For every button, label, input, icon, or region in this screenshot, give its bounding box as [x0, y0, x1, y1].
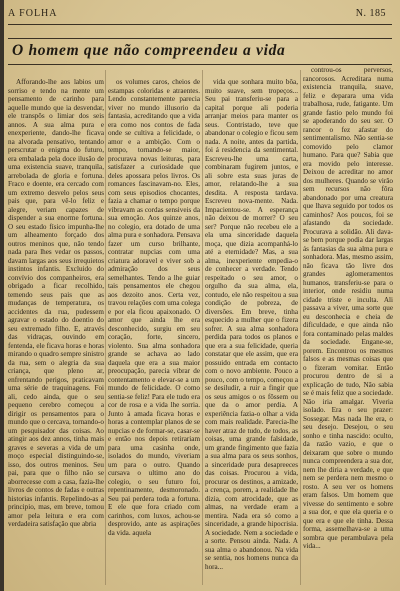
article-text: os volumes caros, cheios de estampas coloridas e atraentes. Lendo constantemente parecia viver no mundo illusorio da fantasia, acreditando que a vida era como nos contos de fada onde se cultiva a felicidade, o amor e a ambição. Com o tempo, tornando-se maior, procurava novas leituras, para satisfazer a curiosidade que deles apossara pelos livros. Os romances fascinavam-no. Eles, com seus episodios chocantes, fazia a chamar o tempo porque vibravam as cordas sensiveis da sua emoção. Aos quinze anos, no colegio, era dotado de uma alma pura e sonhadora. Pensava fazer um curso brilhante, contratar nupcias com uma criatura adoravel e viver sob a admiração dos seus semelhantes. Tendo a lhe guiar tais pensamentos ele chegou aos dezoito anos. Certa vez, travou relações com uma colega e por ela ficou apaixonado. O amor que ainda lhe era desconhecido, surgiu em seu coração, forte, sincero, violento. Sua alma sonhadora grande se achava ao lado daquela que era a sua maior preocupação, parecia vibrar de contentamento e elevar-se a um mundo de felicidade. O como sentia-se feliz! Para ele tudo era cor de rosa e a vida lhe sorria. Junto à amada ficava horas e horas a contemplar planos de se nupcias e de formar-se, casar-se e então nos depois retirariam para uma casinha onde, isolados do mundo, viveriam um para o outro. Quando cursava o ultimo ano do colegio, o seu futuro foi, repentinamente, desmoronado. Seu pai perdera toda a fortuna. E ele que fora criado com carinhos, com luxos, achou-se desprovido, ante as aspirações da vida. aquela	[108, 78, 200, 537]
article-column-4	[303, 66, 393, 588]
column-separator	[202, 70, 203, 585]
article-column-2	[108, 78, 200, 588]
publication-name: A FOLHA	[8, 8, 58, 19]
page-binding-edge	[0, 0, 4, 591]
header-rule	[8, 24, 392, 25]
title-rule-top	[8, 38, 392, 39]
article-column-1	[8, 78, 104, 588]
article-text: Afforando-lhe aos labios um sorriso e tendo na mente um pensamento de carinho para aquelle mundo que ia desvendar, ele transpôs o limiar dos seis annos. A sua alma pura e enexperiente, dando-lhe ficava na alvorada pensativo, tentando perscrutar o enigma do futuro, era embalada pela doce ilusão de uma existencia suave, tranquila, arrebolada de gloria e fortuna. Fraco e doente, era cercado com um extremo desvelo pelos seus pais que, para vê-lo feliz e alegre, veriam capazes de dispender a sua enorme fortuna. O seu estado físico impunha-lhe um alheamento forçado dos outros meninos que, não tendo nada para lhes vedar os passos, davam largas aos seus irrequietos instintos infantis. Excluido do convívio dos companheiros, era obrigado a ficar recolhido, temendo seus pais que as mudanças de temperatura, os accidentes da rua, pudessem agravar o estado do doentio do seu extremado filho. E, através das vidraças, ouvindo em fentenda, ele ficava horas e horas mirando o quadro sempre sinistro da rua, sem o alegria da sua criança, que pleno ar, enfrentando perigos, praticavam uma série de traquinagens. Foi ali, cedo ainda, que o seu pequeno cerebro começou a dirigir os pensamentos para o mundo que o cercava, tornando-o um pesquisador das coisas. Ao atingir aos dez annos, tinha mais graves e severas a vida de um moço especial distinguindo-se, isso, dos outros meninos. Seu pai, para que o filho não se aborrecesse com a casa, fazia-lhe livros de contos de fadas e outras historias infantis. Repelindo-as a principio, mas, em breve, tomou amor pela leitura e era com verdadeira satisfação que abria	[8, 78, 104, 528]
column-separator	[300, 70, 301, 585]
title-rule-bottom	[8, 64, 392, 65]
article-title: O homem que não compreendeu a vida	[12, 42, 286, 59]
issue-number: N. 185	[355, 8, 386, 19]
article-text: controu-os perversos, rancorosos. Acreditara numa existencia tranquila, suave, feliz e deparara uma vida trabalhosa, rude, fatigante. Um grande fastio pelo mundo foi se apoderando do seu ser. O rancor o fez afastar do sentimentalismo. Não sentia-se comovido pelo clamor humano. Para que? Sabia que era movido pelo interesse. Deixou de acreditar no amor dos mulheres. Quando se virão sem recursos não fôra abandonado por uma creatura que lhava seguido por todos os caminhos? Aos poucos, foi se afastando da sociedade. Procurava a solidão. Ali dava-se bem porque podia dar largas ás fantasias da sua alma pura e sonhadora. Mas, mesmo assim, não ficava tão livre dos grandes aglomeramentos humanos, transferiu-se para o interior, onde residiu numa cidade triste e inculta. Ali passava a viver, uma sorte que eu desconhecia e cheia de dificuldade, e que ainda não fora contaminado pelas maldes da sociedade. Engane-se, porem. Encontrou os mesmos falsos e as mesmas coisas que o fizeram vomitar. Então procurou dentro de si a explicação de tudo, Não sabia se é mais feliz que a sociedade. Não iria amalgar. Viveria isolado. Era o seu prazer: Sossegar. Mas nada lhe era, o seu desejo. Desejou, o seu sonho e tinha nascido: oculto, da razão vazio, e que o deixaram que sobre o mundo nunca compreendera a sua dor, nem lhe diria a verdade, e que nem se perdera nem mesmo o rosto. A seu ver os homens eram falsos. Um homem que vivesse do sentimento e sobre a sua dor, e que ela queria e o que era e que ele tinha. Dessa forma, assemelhava-se a uma sombra que perambulava pela vida...	[303, 66, 393, 550]
column-separator	[105, 70, 106, 585]
article-text: vida que sonhara muito bôa, muito suave, sem tropeços... Seu pai transferiu-se para a capital porque ali poderia arranjar meios para manter os seus. Contristado, teve que abandonar o colegio e ficou sem nada. A noite, antes da partida, foi á residencia da sentimental. Escreveu-lhe uma carta, combinaram fugirem juntos, e ali sobre esta suas juras de amor, relatando-lhe a sua desdita. A resposta tardava. Escreveu nova-mente. Nada. Impacientou-se. A esperança não deixou de morrer? O seu ser? Porque não recebeu ele a ela uma sinceridade daquela moça, que dizia acompanhá-lo até a eternidade? Mas, a sua alma, inexperiente empedia-o de conhecer a verdade. Tendo respeitado o seu amor, o orgulho da sua alma, ela, contudo, ele não respeitou a sua condição de pobreza, de diversões. Em breve, tinha esquecido a mulher que o fizera sofrer. A sua alma sonhadora perdida para todos os planos e que era a sua felicidade, queria constatar que ele assim, que era possuido entrada em contacto com o novo ambiente. Pouco a pouco, com o tempo, começou a se desiludir, a ruir a fingir que os seus amigos o os fôssem ou que da o amor perdia. A experiência fazia-o olhar a vida com mais realidade. Parecia-lhe haver atraz de tudo, de todos, as coisas, uma grande falsidade, um grande fingimento que fazia a sua alma para os seus sonhos, a sinceridade pura desapreeces das coisas. Procurou a vida, procurar os destinos, a amizade, a crença, porem, a realidade lhe dizia, com atrocidade, que as almas, na verdade eram a mentira. Nada era só como a sinceridade, a grande hipocrisia. A sociedade. Nem a sociedade e a sorte. Pensou ainda. Nada. A sua alma o abandonou. Na vida se sentia, nos homens nunca da hora...	[205, 78, 298, 571]
article-column-3	[205, 78, 298, 588]
page-header	[8, 6, 392, 22]
